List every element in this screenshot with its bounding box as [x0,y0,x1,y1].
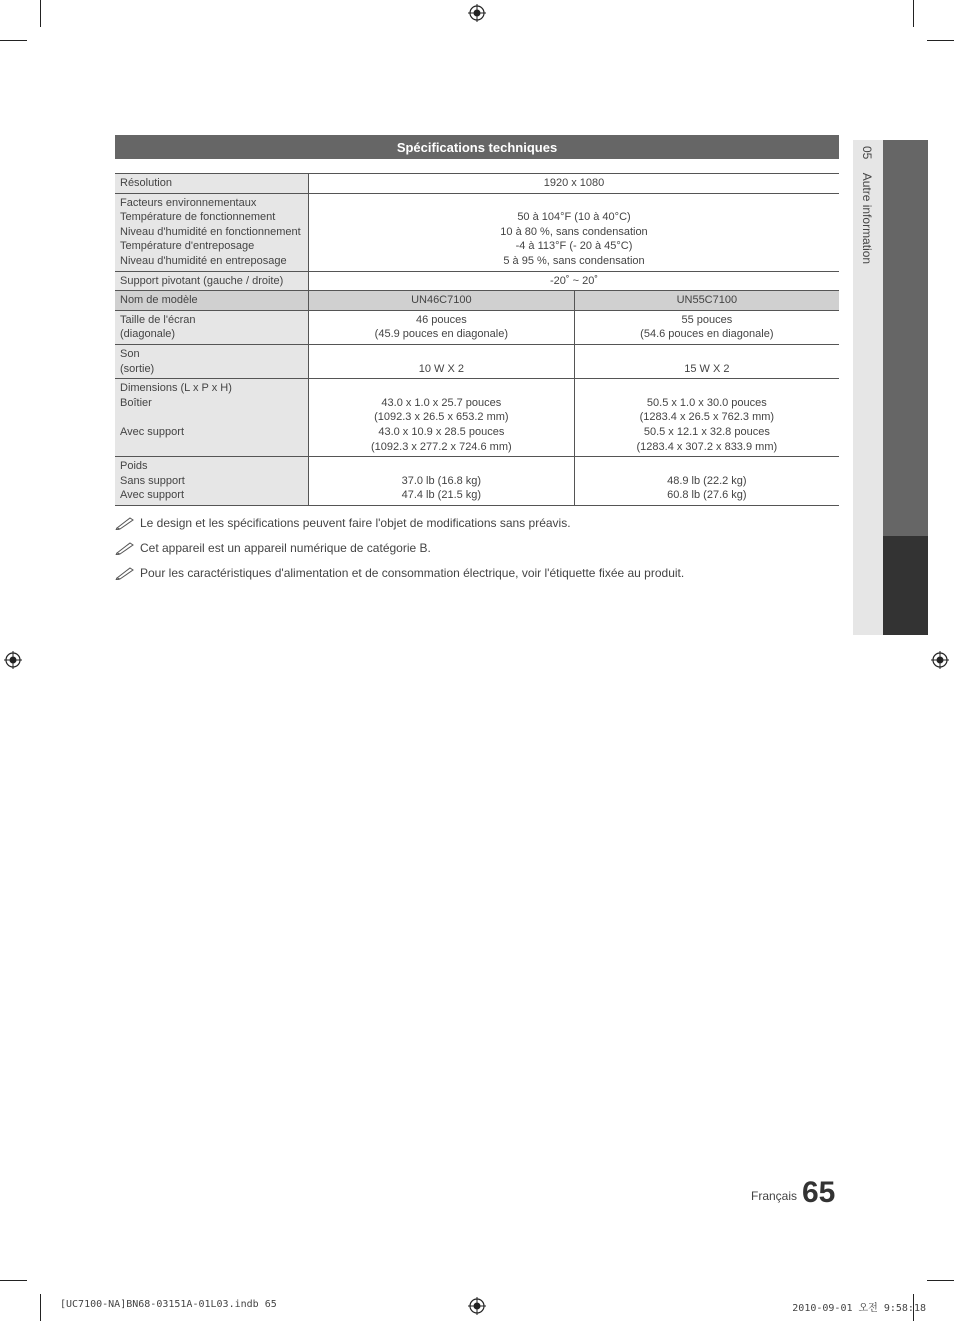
table-row [115,310,839,344]
env-values [309,193,840,271]
row-label [115,457,309,506]
env-value: 50 à 104°F (10 à 40°C) [517,211,631,224]
weight-label: Sans support [120,474,185,487]
note-text: Cet appareil est un appareil numérique de catégorie B. [140,540,431,555]
dim-value: (1092.3 x 26.5 x 653.2 mm) [374,411,509,424]
crop-mark [40,0,41,27]
env-label: Facteurs environnementaux [120,196,257,209]
dim-value: 50.5 x 12.1 x 32.8 pouces [643,425,770,438]
screen-b [574,310,839,344]
table-row [115,344,839,378]
weight-b [574,457,839,506]
dim-label: Boîtier [120,396,152,409]
dim-label: Dimensions (L x P x H) [120,382,232,395]
sound-label: (sortie) [120,362,155,375]
row-label [115,344,309,378]
note-pencil-icon [115,566,135,580]
weight-value: 47.4 lb (21.5 kg) [401,489,482,502]
weight-value: 48.9 lb (22.2 kg) [667,474,747,487]
screen-value: 55 pouces [681,313,733,326]
chapter-tab-band [883,140,928,536]
footer-language: Français [751,1189,798,1203]
chapter-number: 05 [860,146,874,160]
resolution-value: 1920 x 1080 [309,174,840,194]
print-slug-left: [UC7100-NA]BN68-03151A-01L03.indb 65 [60,1299,277,1310]
dim-b [574,379,839,457]
table-row [115,457,839,506]
table-row [115,271,839,291]
registration-mark-icon [468,4,486,22]
table-row [115,379,839,457]
env-value: -4 à 113°F (- 20 à 45°C) [515,240,633,253]
weight-label: Poids [120,460,148,473]
screen-label: Taille de l'écran [120,313,196,326]
section-title: Spécifications techniques [115,135,839,159]
env-value: 10 à 80 %, sans condensation [500,225,648,238]
crop-mark [40,1294,41,1321]
screen-label: (diagonale) [120,328,176,341]
env-value: 5 à 95 %, sans condensation [503,254,645,267]
registration-mark-icon [931,651,949,669]
env-label: Température d'entreposage [120,240,255,253]
dim-label [120,410,303,425]
dim-value: 43.0 x 1.0 x 25.7 pouces [381,396,502,409]
swivel-value: -20˚ ~ 20˚ [309,271,840,291]
note-pencil-icon [115,516,135,530]
model-a: UN46C7100 [309,291,575,311]
model-b: UN55C7100 [574,291,839,311]
table-row [115,291,839,311]
screen-value: (45.9 pouces en diagonale) [374,328,508,341]
note-item [115,535,684,560]
note-item [115,510,684,535]
crop-mark [913,0,914,27]
page-number: 65 [802,1176,836,1209]
note-text: Pour les caractéristiques d'alimentation et de consommation électrique, voir l'étiquette fixée au produit. [140,565,685,580]
crop-mark [0,40,27,41]
dim-value: (1092.3 x 277.2 x 724.6 mm) [371,440,512,453]
sound-b: 15 W X 2 [574,344,839,378]
chapter-tab-label [860,146,874,264]
sound-label: Son [120,347,140,360]
row-label: Support pivotant (gauche / droite) [115,271,309,291]
row-label: Résolution [115,174,309,194]
table-row [115,174,839,194]
env-label: Température de fonctionnement [120,211,276,224]
dim-a [309,379,575,457]
screen-value: 46 pouces [415,313,467,326]
screen-a [309,310,575,344]
dim-label [120,440,303,455]
notes-list [115,510,684,585]
note-pencil-icon [115,541,135,555]
print-slug-right: 2010-09-01 오전 9:58:18 [792,1303,926,1314]
crop-mark [0,1280,27,1281]
dim-value: 43.0 x 10.9 x 28.5 pouces [378,425,505,438]
row-label [115,310,309,344]
weight-label: Avec support [120,489,185,502]
note-text: Le design et les spécifications peuvent faire l'objet de modifications sans préavis. [140,515,571,530]
chapter-tab-marker [883,536,928,635]
chapter-title: Autre information [860,172,874,265]
dim-value: (1283.4 x 307.2 x 833.9 mm) [636,440,778,453]
dim-value: (1283.4 x 26.5 x 762.3 mm) [639,411,775,424]
sound-a: 10 W X 2 [309,344,575,378]
weight-value: 37.0 lb (16.8 kg) [401,474,482,487]
row-label [115,193,309,271]
row-label: Nom de modèle [115,291,309,311]
dim-value: 50.5 x 1.0 x 30.0 pouces [646,396,767,409]
crop-mark [927,1280,954,1281]
registration-mark-icon [4,651,22,669]
weight-value: 60.8 lb (27.6 kg) [667,489,747,502]
weight-a [309,457,575,506]
row-label [115,379,309,457]
dim-label: Avec support [120,425,185,438]
registration-mark-icon [468,1297,486,1315]
env-label: Niveau d'humidité en fonctionnement [120,225,301,238]
screen-value: (54.6 pouces en diagonale) [640,328,774,341]
note-item [115,560,684,585]
crop-mark [927,40,954,41]
spec-table [115,173,839,506]
table-row [115,193,839,271]
env-label: Niveau d'humidité en entreposage [120,254,287,267]
env-value [314,196,834,211]
